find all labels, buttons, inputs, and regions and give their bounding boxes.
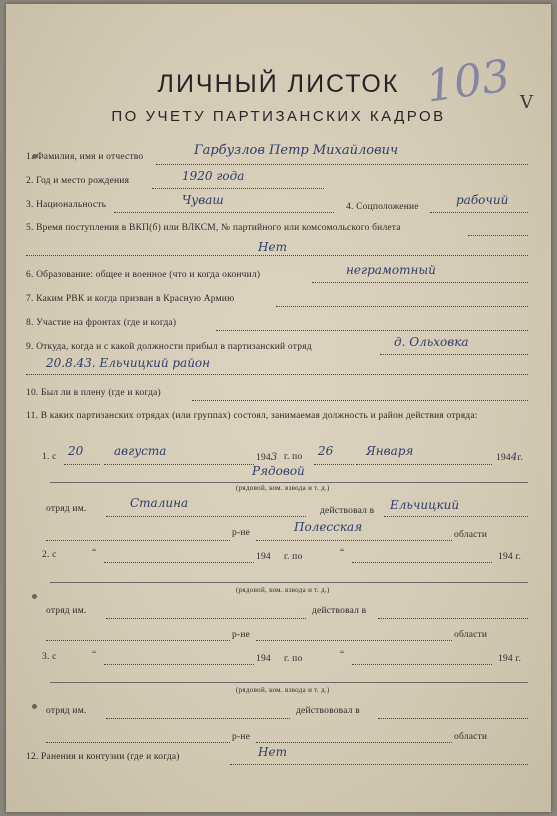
field-2-value: 1920 года	[182, 169, 245, 183]
entry-2-to-year: 194 г.	[498, 552, 522, 562]
field-4-line	[430, 212, 528, 213]
field-2-line	[152, 188, 324, 189]
field-5-value: Нет	[258, 240, 287, 254]
entry-1-to-year: 1944г.	[496, 452, 524, 463]
field-9-value-1: д. Ольховка	[394, 335, 469, 349]
entry-3-quote-1: “	[92, 650, 97, 660]
entry-1-to-label: г. по	[284, 452, 303, 462]
entry-1-position: Рядовой	[252, 464, 305, 478]
entry-3-position-line	[50, 682, 528, 683]
corner-mark: V	[520, 92, 533, 113]
entry-1-position-line	[50, 482, 528, 483]
field-10-label: 10. Был ли в плену (где и когда)	[26, 388, 161, 398]
entry-2-acted-label: действовал в	[312, 606, 367, 616]
entry-2-to-label: г. по	[284, 552, 303, 562]
entry-1-to-day-line	[314, 464, 354, 465]
entry-1-rayon: Полесская	[294, 520, 363, 534]
field-3-line	[114, 212, 334, 213]
field-4-value: рабочий	[456, 193, 509, 207]
field-9-line-a	[380, 354, 528, 355]
field-12-line	[230, 764, 528, 765]
field-2-label: 2. Год и место рождения	[26, 176, 130, 186]
field-5-label: 5. Время поступления в ВКП(б) или ВЛКСМ, № партийного или комсомольского билета	[26, 223, 401, 233]
entry-1-oblast-line	[256, 540, 452, 541]
field-12-value: Нет	[258, 745, 287, 759]
entry-3-position-caption: (рядовой, ком. взвода и т. д.)	[236, 686, 330, 694]
punch-hole	[32, 594, 37, 599]
entry-1-otryad-label: отряд им.	[46, 504, 87, 514]
entry-1-acted-in: Ельчицкий	[390, 498, 460, 512]
field-6-value: неграмотный	[346, 263, 436, 277]
entry-3-from-line	[104, 664, 254, 665]
entry-3-to-label: г. по	[284, 654, 303, 664]
entry-2-oblast-label: области	[454, 630, 488, 640]
entry-2-to-line	[352, 562, 492, 563]
field-1-label: 1. Фамилия, имя и отчество	[26, 152, 144, 162]
entry-2-quote-2: “	[340, 548, 345, 558]
field-7-line	[276, 306, 528, 307]
form-subtitle: ПО УЧЕТУ ПАРТИЗАНСКИХ КАДРОВ	[111, 108, 446, 125]
entry-2-from-line	[104, 562, 254, 563]
field-11-label: 11. В каких партизанских отрядах (или группах) состоял, занимаемая должность и район действия отряда:	[26, 411, 478, 421]
entry-1-acted-label: действовал в	[320, 506, 375, 516]
entry-2-prefix: 2. с	[42, 550, 57, 560]
field-10-line	[192, 400, 528, 401]
field-8-label: 8. Участие на фронтах (где и когда)	[26, 318, 177, 328]
entry-1-from-day: 20	[68, 444, 84, 458]
entry-1-rayon-line	[46, 540, 230, 541]
entry-3-oblast-line	[256, 742, 452, 743]
field-5-line-a	[468, 235, 528, 236]
entry-2-rayon-line	[46, 640, 230, 641]
field-1-value: Гарбузлов Петр Михайлович	[194, 143, 399, 158]
entry-2-oblast-line	[256, 640, 452, 641]
entry-3-prefix: 3. с	[42, 652, 57, 662]
entry-2-otryad-label: отряд им.	[46, 606, 87, 616]
field-9-value-2: 20.8.43. Ельчицкий район	[46, 356, 211, 370]
field-5-line-b	[26, 255, 528, 256]
punch-hole	[32, 704, 37, 709]
entry-3-oblast-label: области	[454, 732, 488, 742]
entry-3-year-label: 194	[256, 654, 271, 664]
field-8-line	[216, 330, 528, 331]
entry-1-to-month: Января	[366, 444, 414, 458]
field-1-line	[156, 164, 528, 165]
field-7-label: 7. Каким РВК и когда призван в Красную Армию	[26, 294, 235, 304]
field-12-label: 12. Ранения и контузии (где и когда)	[26, 752, 180, 762]
field-9-line-b	[26, 374, 528, 375]
archive-number: 103	[422, 50, 514, 113]
entry-1-to-day: 26	[318, 444, 334, 458]
entry-3-rayon-line	[46, 742, 230, 743]
entry-1-otryad-line	[106, 516, 306, 517]
entry-2-acted-line	[378, 618, 528, 619]
field-3-value: Чуваш	[182, 193, 224, 207]
entry-2-rayon-label: р-не	[232, 630, 251, 640]
entry-2-position-line	[50, 582, 528, 583]
entry-3-acted-label: действововал в	[296, 706, 360, 716]
entry-3-otryad-line	[106, 718, 290, 719]
entry-3-to-year: 194 г.	[498, 654, 522, 664]
entry-1-acted-line	[384, 516, 528, 517]
entry-1-day-line	[64, 464, 100, 465]
field-6-line	[312, 282, 528, 283]
entry-2-position-caption: (рядовой, ком. взвода и т. д.)	[236, 586, 330, 594]
entry-1-to-month-line	[356, 464, 492, 465]
entry-2-otryad-line	[106, 618, 306, 619]
field-9-label: 9. Откуда, когда и с какой должности прибыл в партизанский отряд	[26, 342, 312, 352]
entry-1-month-line	[104, 464, 254, 465]
entry-1-position-caption: (рядовой, ком. взвода и т. д.)	[236, 484, 330, 492]
entry-3-rayon-label: р-не	[232, 732, 251, 742]
entry-2-quote-1: “	[92, 548, 97, 558]
form-title: ЛИЧНЫЙ ЛИСТОК	[157, 70, 400, 98]
entry-3-acted-line	[378, 718, 528, 719]
field-4-label: 4. Соцположение	[346, 202, 419, 212]
entry-1-year-label: 1943	[256, 452, 278, 463]
entry-3-to-line	[352, 664, 492, 665]
entry-1-oblast-label: области	[454, 530, 488, 540]
entry-3-otryad-label: отряд им.	[46, 706, 87, 716]
entry-3-quote-2: “	[340, 650, 345, 660]
entry-1-rayon-label: р-не	[232, 528, 251, 538]
personal-record-form	[6, 4, 551, 812]
field-3-label: 3. Национальность	[26, 200, 107, 210]
entry-1-prefix: 1. с	[42, 452, 57, 462]
entry-1-otryad: Сталина	[130, 496, 189, 510]
entry-1-from-month: августа	[114, 444, 167, 458]
field-6-label: 6. Образование: общее и военное (что и когда окончил)	[26, 270, 261, 280]
entry-2-year-label: 194	[256, 552, 271, 562]
